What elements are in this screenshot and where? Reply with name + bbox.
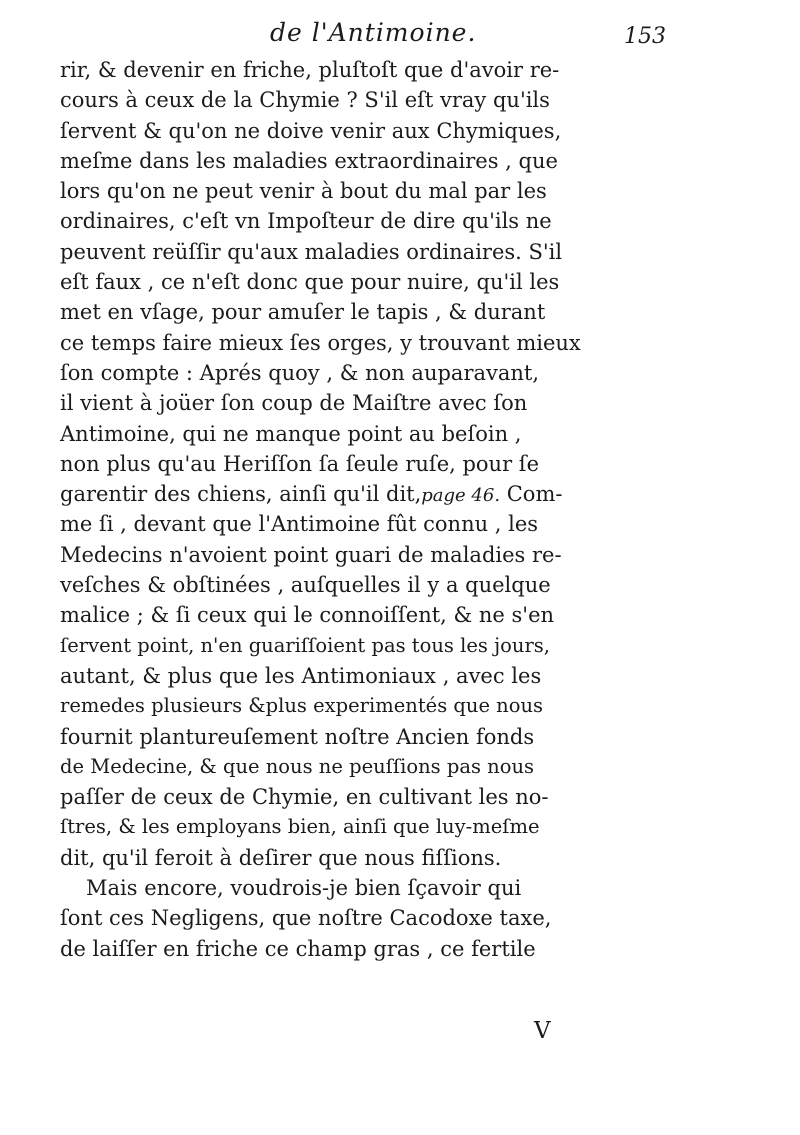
running-title: de l'Antimoine. (270, 18, 477, 47)
body-line-2: cours à ceux de la Chymie ? S'il eſt vray qu'ils (60, 88, 550, 113)
body-line-14: non plus qu'au Heriſſon ſa ſeule ruſe, pour ſe (60, 451, 540, 476)
page-header (64, 14, 664, 54)
page-number: 153 (624, 24, 666, 49)
line-15-continuation: Com- (500, 482, 563, 507)
body-line-8: eſt faux , ce n'eſt donc que pour nuire, qu'il les (60, 270, 560, 295)
body-line-9: met en vſage, pour amuſer le tapis , & durant (60, 300, 546, 325)
body-line-29: ſont ces Negligens, que noſtre Cacodoxe taxe, (60, 906, 552, 931)
body-line-16: me ſi , devant que l'Antimoine fût connu , les (60, 512, 539, 537)
catchword: V (534, 1018, 551, 1044)
body-line-10: ce temps faire mieux ſes orges, y trouvant mieux (60, 330, 581, 355)
body-text (60, 55, 660, 964)
body-line-19: malice ; & ſi ceux qui le connoiſſent, & ne s'en (60, 603, 555, 628)
body-line-12: il vient à joüer ſon coup de Maiſtre avec ſon (60, 391, 528, 416)
body-line-28: Mais encore, voudrois-je bien ſçavoir qui (86, 876, 522, 901)
body-line-22: remedes plusieurs &plus experimentés que nous (60, 694, 544, 718)
body-line-25: paſſer de ceux de Chymie, en cultivant les no- (60, 785, 549, 810)
body-line-1: rir, & devenir en friche, pluſtoſt que d'avoir re- (60, 58, 560, 82)
body-line-17: Medecins n'avoient point guari de maladies re- (60, 542, 562, 567)
body-line-6: ordinaires, c'eſt vn Impoſteur de dire qu'ils ne (60, 209, 552, 234)
body-line-15 (60, 479, 660, 509)
body-line-5: lors qu'on ne peut venir à bout du mal par les (60, 179, 547, 204)
body-line-20: ſervent point, n'en guariſſoient pas tous les jours, (60, 633, 550, 657)
body-line-23: fournit plantureuſement noſtre Ancien fonds (60, 724, 535, 749)
body-line-26: ſtres, & les employans bien, ainſi que luy-meſme (60, 815, 540, 839)
body-line-21: autant, & plus que les Antimoniaux , avec les (60, 663, 542, 688)
line-15-text: garentir des chiens, ainſi qu'il dit, (60, 482, 422, 507)
body-line-18: veſches & obſtinées , auſquelles il y a quelque (60, 573, 551, 598)
body-line-4: meſme dans les maladies extraordinaires , que (60, 148, 558, 173)
body-line-13: Antimoine, qui ne manque point au beſoin , (60, 421, 522, 446)
body-line-3: ſervent & qu'on ne doive venir aux Chymiques, (60, 118, 562, 143)
body-line-11: ſon compte : Aprés quoy , & non auparavant, (60, 360, 540, 385)
body-line-24: de Medecine, & que nous ne peuſſions pas nous (60, 754, 535, 778)
body-line-27: dit, qu'il feroit à deſirer que nous fiſſions. (60, 845, 502, 870)
body-line-7: peuvent reüſſir qu'aux maladies ordinaires. S'il (60, 239, 563, 264)
page-reference: page 46. (421, 485, 501, 507)
body-line-30: de laiſſer en friche ce champ gras , ce fertile (60, 936, 536, 961)
